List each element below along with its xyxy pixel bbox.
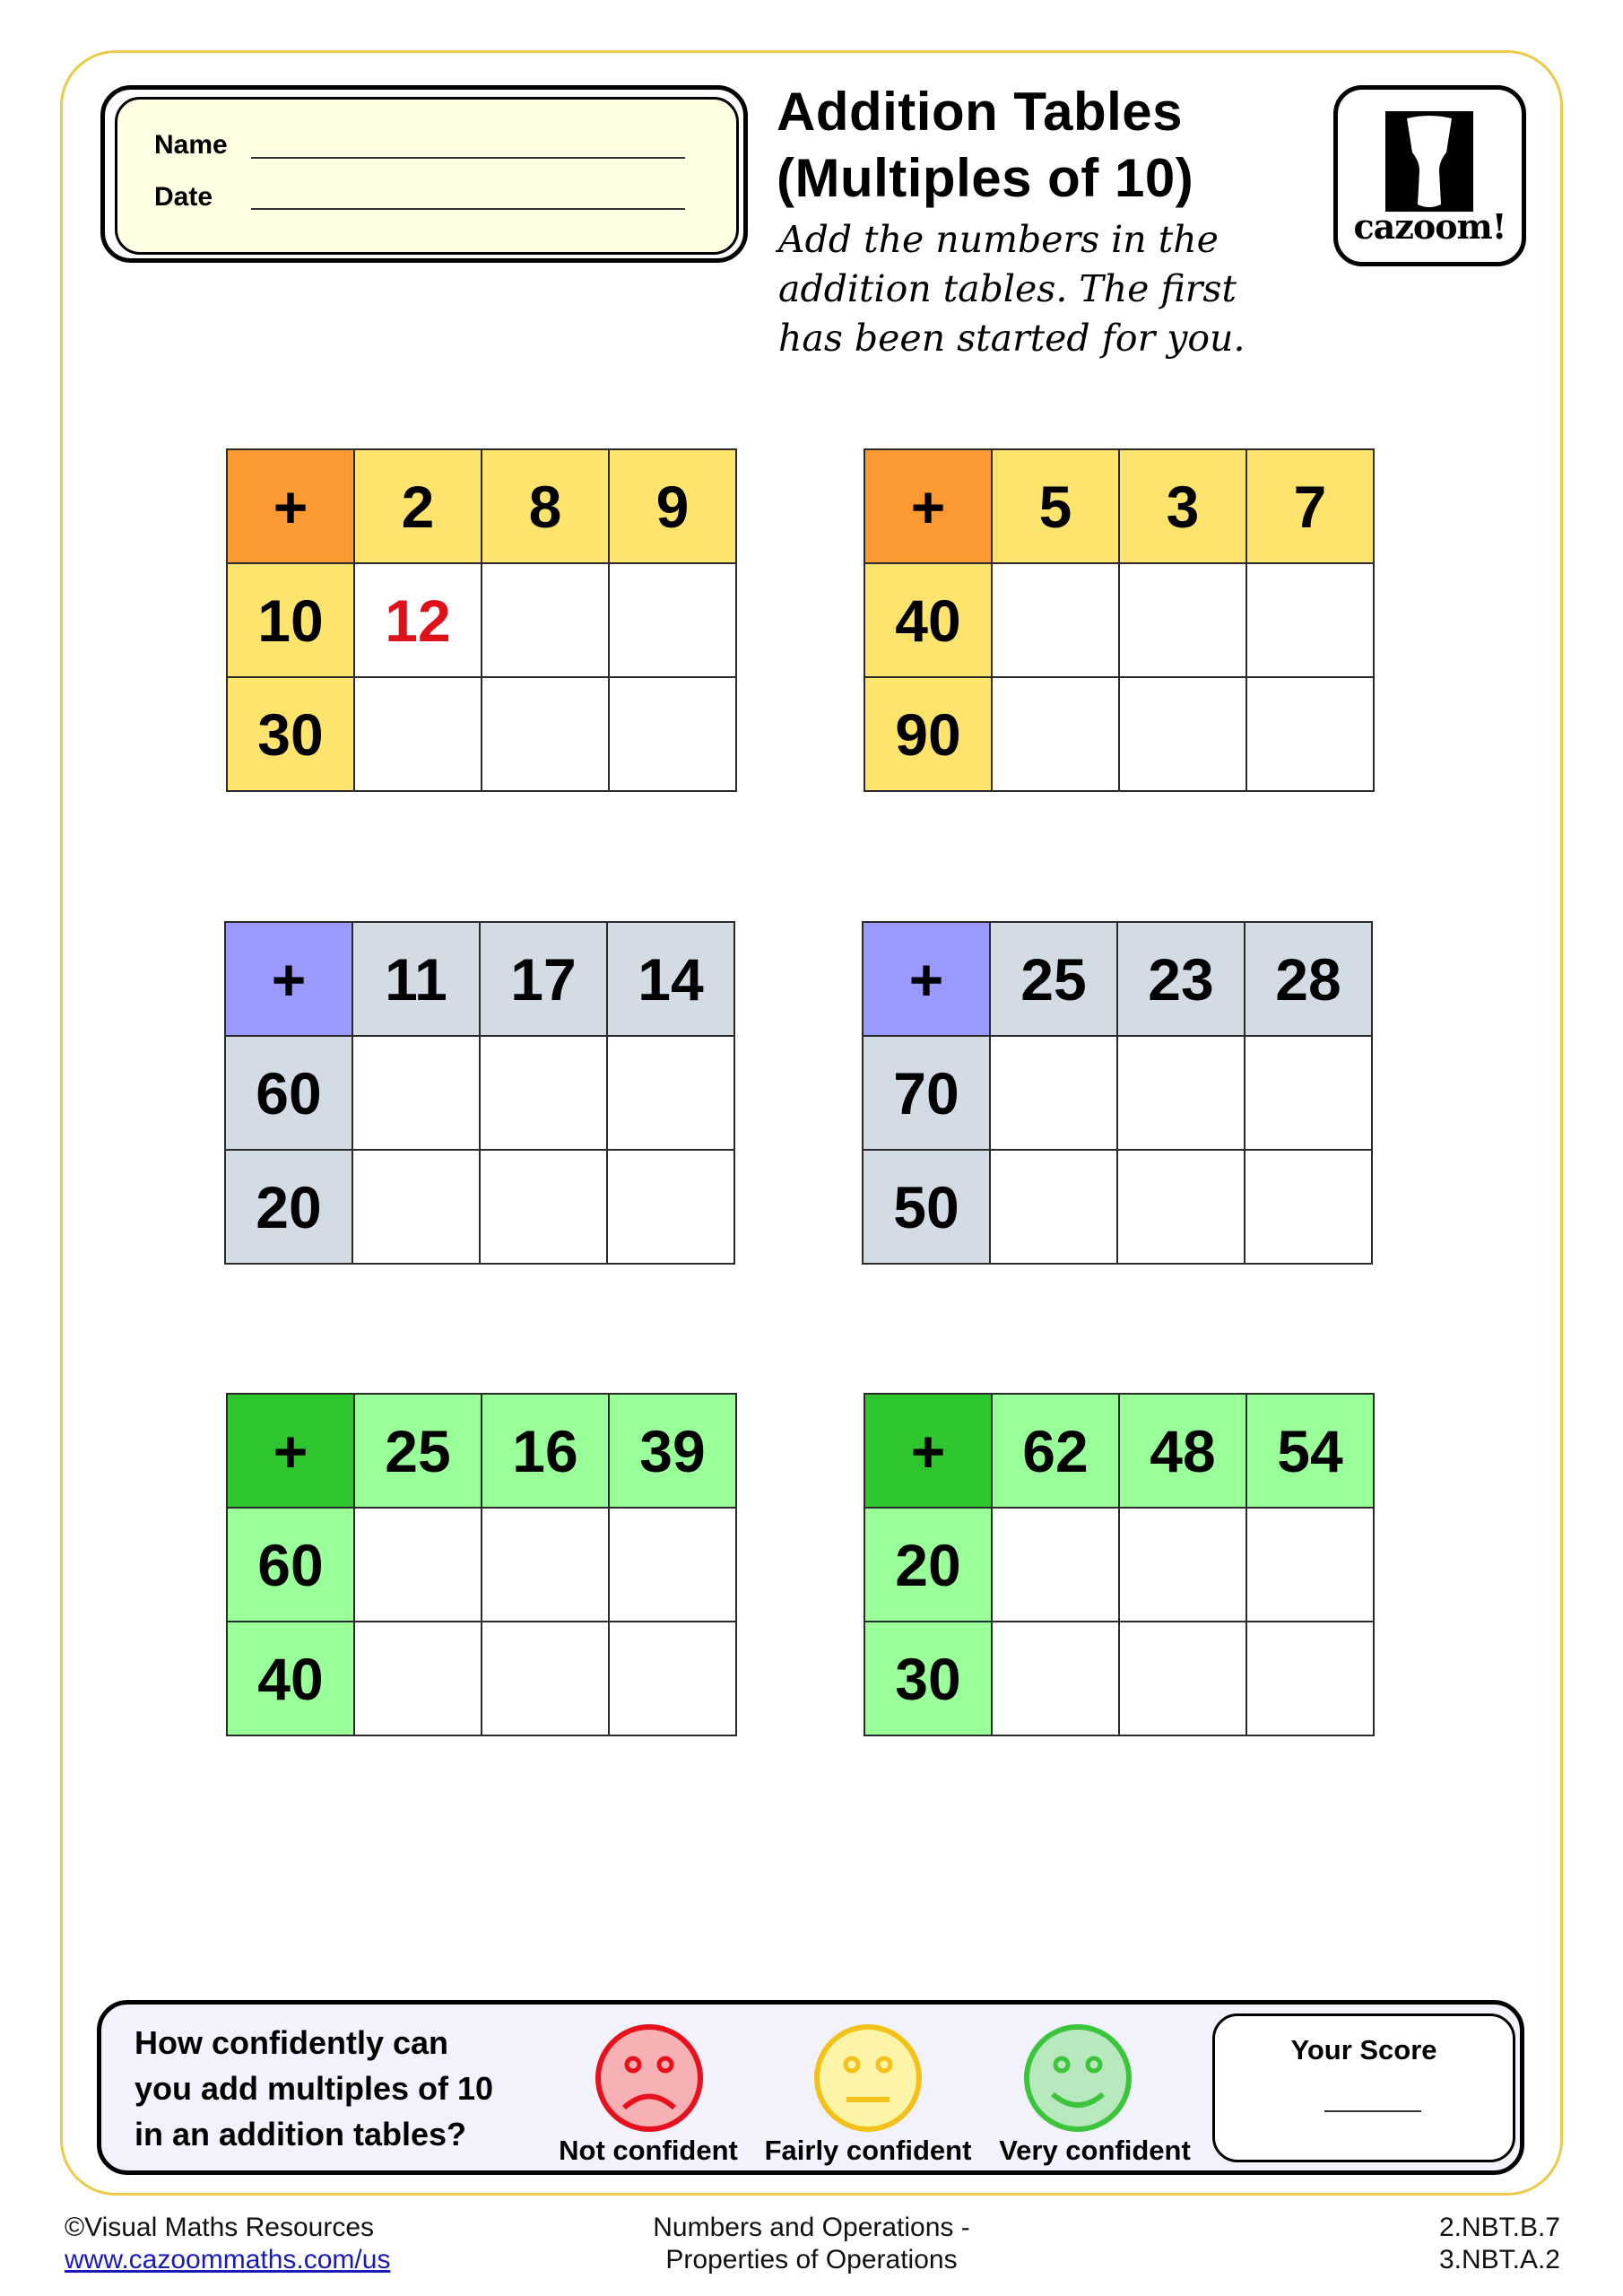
addition-table-6	[864, 1393, 1375, 1736]
column-header-cell: 8	[482, 449, 609, 563]
table-row	[225, 1150, 734, 1264]
plus-operator-cell: +	[227, 449, 354, 563]
answer-cell[interactable]	[1246, 563, 1374, 677]
row-header-cell: 20	[225, 1150, 352, 1264]
table-row	[863, 1036, 1372, 1150]
topic-line-1: Numbers and Operations -	[653, 2213, 970, 2242]
title-line-1: Addition Tables	[777, 82, 1184, 142]
table-header-row	[225, 922, 734, 1036]
answer-cell[interactable]	[352, 1150, 480, 1264]
answer-cell[interactable]	[1246, 677, 1374, 791]
fairly-confident-label: Fairly confident	[764, 2135, 972, 2166]
column-header-cell: 7	[1246, 449, 1374, 563]
table-row	[227, 1508, 736, 1622]
score-label: Your Score	[1290, 2034, 1437, 2066]
table-row	[864, 563, 1374, 677]
answer-cell[interactable]	[354, 1508, 482, 1622]
table-row	[227, 563, 736, 677]
answer-cell[interactable]	[1245, 1150, 1372, 1264]
addition-table-3	[224, 921, 735, 1265]
name-date-box-inner	[115, 97, 739, 255]
table-header-row	[863, 922, 1372, 1036]
date-field[interactable]	[251, 208, 685, 210]
answer-cell[interactable]	[354, 1622, 482, 1735]
column-header-cell: 39	[609, 1394, 736, 1508]
happy-face-icon[interactable]	[1022, 2022, 1133, 2138]
column-header-cell: 9	[609, 449, 736, 563]
addition-table-4	[862, 921, 1373, 1265]
column-header-cell: 23	[1117, 922, 1245, 1036]
answer-cell[interactable]	[354, 677, 482, 791]
answer-cell[interactable]	[992, 1508, 1119, 1622]
answer-cell[interactable]	[1119, 677, 1246, 791]
column-header-cell: 62	[992, 1394, 1119, 1508]
website-link[interactable]: www.cazoommaths.com/us	[65, 2245, 391, 2274]
column-header-cell: 25	[990, 922, 1117, 1036]
column-header-cell: 16	[482, 1394, 609, 1508]
column-header-cell: 54	[1246, 1394, 1374, 1508]
plus-operator-cell: +	[864, 1394, 992, 1508]
answer-cell[interactable]	[992, 677, 1119, 791]
table-row	[864, 1508, 1374, 1622]
answer-cell[interactable]	[607, 1036, 734, 1150]
answer-cell[interactable]	[990, 1036, 1117, 1150]
answer-cell[interactable]	[480, 1150, 607, 1264]
standard-code-1: 2.NBT.B.7	[1438, 2213, 1560, 2242]
table-row	[863, 1150, 1372, 1264]
answer-cell[interactable]	[609, 1622, 736, 1735]
answer-cell[interactable]	[609, 563, 736, 677]
answer-cell[interactable]	[992, 563, 1119, 677]
answer-cell[interactable]	[482, 677, 609, 791]
plus-operator-cell: +	[863, 922, 990, 1036]
row-header-cell: 20	[864, 1508, 992, 1622]
row-header-cell: 60	[227, 1508, 354, 1622]
row-header-cell: 90	[864, 677, 992, 791]
djembe-drum-icon	[1385, 111, 1473, 212]
name-label: Name	[154, 130, 228, 160]
neutral-face-icon[interactable]	[812, 2022, 924, 2138]
column-header-cell: 11	[352, 922, 480, 1036]
column-header-cell: 48	[1119, 1394, 1246, 1508]
answer-cell[interactable]	[609, 1508, 736, 1622]
addition-table-2	[864, 448, 1375, 792]
row-header-cell: 50	[863, 1150, 990, 1264]
confidence-question: How confidently can you add multiples of 10 in an addition tables?	[135, 2024, 494, 2152]
copyright-text: ©Visual Maths Resources	[65, 2213, 375, 2242]
addition-table-1	[226, 448, 737, 792]
instructions: Add the numbers in the addition tables. The first has been started for you.	[778, 218, 1245, 360]
page-title	[777, 79, 1193, 212]
table-header-row	[227, 449, 736, 563]
standard-code-2: 3.NBT.A.2	[1438, 2245, 1560, 2274]
answer-cell[interactable]	[1246, 1508, 1374, 1622]
answer-cell[interactable]	[609, 677, 736, 791]
not-confident-label: Not confident	[559, 2135, 738, 2166]
answer-cell[interactable]	[480, 1036, 607, 1150]
table-header-row	[227, 1394, 736, 1508]
column-header-cell: 28	[1245, 922, 1372, 1036]
logo-text: cazoom!	[1353, 206, 1506, 247]
row-header-cell: 40	[864, 563, 992, 677]
column-header-cell: 2	[354, 449, 482, 563]
table-row	[227, 677, 736, 791]
topic-line-2: Properties of Operations	[665, 2245, 958, 2274]
row-header-cell: 30	[864, 1622, 992, 1735]
score-field[interactable]	[1324, 2110, 1421, 2112]
table-header-row	[864, 449, 1374, 563]
plus-operator-cell: +	[225, 922, 352, 1036]
row-header-cell: 30	[227, 677, 354, 791]
row-header-cell: 10	[227, 563, 354, 677]
table-row	[864, 1622, 1374, 1735]
answer-cell[interactable]	[1119, 1622, 1246, 1735]
answer-cell[interactable]	[352, 1036, 480, 1150]
answer-cell[interactable]	[482, 1508, 609, 1622]
column-header-cell: 14	[607, 922, 734, 1036]
column-header-cell: 3	[1119, 449, 1246, 563]
answer-cell-filled[interactable]: 12	[354, 563, 482, 677]
name-field[interactable]	[251, 157, 685, 159]
answer-cell[interactable]	[1246, 1622, 1374, 1735]
title-line-2: (Multiples of 10)	[777, 148, 1194, 208]
row-header-cell: 40	[227, 1622, 354, 1735]
answer-cell[interactable]	[482, 1622, 609, 1735]
answer-cell[interactable]	[992, 1622, 1119, 1735]
answer-cell[interactable]	[1119, 563, 1246, 677]
sad-face-icon[interactable]	[594, 2022, 705, 2138]
column-header-cell: 25	[354, 1394, 482, 1508]
table-row	[227, 1622, 736, 1735]
addition-table-5	[226, 1393, 737, 1736]
very-confident-label: Very confident	[999, 2135, 1191, 2166]
answer-cell[interactable]	[607, 1150, 734, 1264]
table-row	[225, 1036, 734, 1150]
answer-cell[interactable]	[1245, 1036, 1372, 1150]
column-header-cell: 17	[480, 922, 607, 1036]
plus-operator-cell: +	[227, 1394, 354, 1508]
answer-cell[interactable]	[990, 1150, 1117, 1264]
answer-cell[interactable]	[482, 563, 609, 677]
answer-cell[interactable]	[1117, 1036, 1245, 1150]
row-header-cell: 60	[225, 1036, 352, 1150]
table-header-row	[864, 1394, 1374, 1508]
table-row	[864, 677, 1374, 791]
row-header-cell: 70	[863, 1036, 990, 1150]
column-header-cell: 5	[992, 449, 1119, 563]
date-label: Date	[154, 182, 213, 212]
answer-cell[interactable]	[1119, 1508, 1246, 1622]
plus-operator-cell: +	[864, 449, 992, 563]
answer-cell[interactable]	[1117, 1150, 1245, 1264]
